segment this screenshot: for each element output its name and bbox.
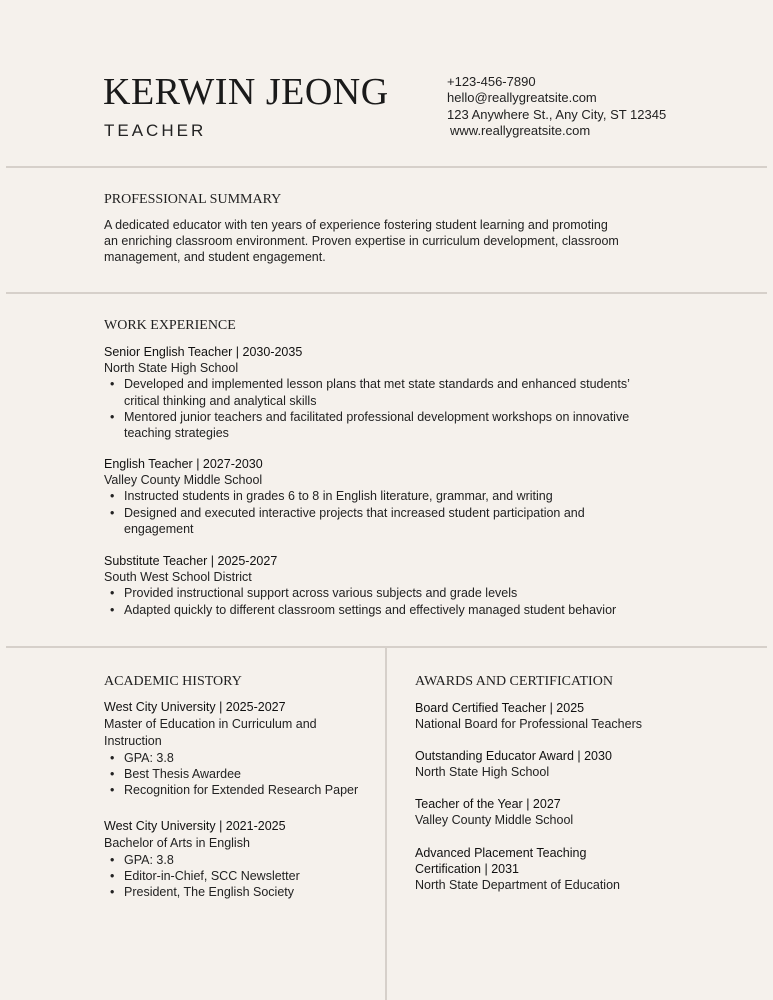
job-entry — [104, 553, 704, 618]
website-text: www.reallygreatsite.com — [450, 122, 591, 138]
experience-title: WORK EXPERIENCE — [104, 318, 236, 333]
academic-entry — [104, 699, 374, 799]
academic-degree: Bachelor of Arts in English — [104, 836, 250, 850]
academic-bullets — [104, 750, 374, 799]
award-title: Outstanding Educator Award | 2030 — [415, 749, 612, 763]
divider-summary — [6, 292, 767, 294]
bullet-line: critical thinking and analytical skills — [124, 393, 317, 408]
bullet-line: • Instructed students in grades 6 to 8 in English literature, grammar, and writing — [124, 489, 553, 504]
summary-text — [104, 217, 704, 266]
summary-title: PROFESSIONAL SUMMARY — [104, 192, 282, 207]
academic-bullet: • Editor-in-Chief, SCC Newsletter — [104, 868, 374, 884]
academic-bullet: • President, The English Society — [104, 884, 374, 900]
job-entry — [104, 344, 704, 441]
job-bullet — [104, 602, 704, 618]
job-bullet — [104, 488, 704, 504]
job-bullet — [104, 376, 704, 408]
academic-bullet: • Recognition for Extended Research Paper — [104, 782, 374, 798]
award-title: Advanced Placement Teaching — [415, 846, 587, 860]
job-bullet — [104, 585, 704, 601]
job-bullets — [104, 585, 704, 617]
bullet-line: teaching strategies — [124, 426, 229, 441]
email-text: hello@reallygreatsite.com — [447, 90, 597, 106]
summary-line: an enriching classroom environment. Proven expertise in curriculum development, classroom — [104, 234, 619, 249]
phone-text: +123-456-7890 — [447, 74, 536, 89]
academic-title: ACADEMIC HISTORY — [104, 674, 242, 689]
job-title: Substitute Teacher | 2025-2027 — [104, 554, 278, 568]
award-entry — [415, 845, 735, 894]
award-title: Teacher of the Year | 2027 — [415, 797, 561, 811]
job-org: South West School District — [104, 570, 252, 585]
job-title: Senior English Teacher | 2030-2035 — [104, 345, 303, 359]
academic-degree: Instruction — [104, 734, 162, 748]
summary-line: management, and student engagement. — [104, 250, 326, 265]
summary-line: A dedicated educator with ten years of experience fostering student learning and promoting — [104, 218, 608, 232]
job-bullets — [104, 376, 704, 441]
candidate-name: KERWIN JEONG — [103, 71, 389, 113]
award-title: Certification | 2031 — [415, 862, 519, 877]
award-title: Board Certified Teacher | 2025 — [415, 701, 585, 715]
bullet-line: • Designed and executed interactive projects that increased student participation and — [124, 505, 585, 520]
contact-block — [447, 74, 666, 139]
academic-bullet: • Best Thesis Awardee — [104, 766, 374, 782]
job-bullet — [104, 505, 704, 537]
bullet-line: • Adapted quickly to different classroom settings and effectively managed student behavior — [124, 602, 617, 617]
bullet-line: engagement — [124, 521, 194, 536]
award-entry — [415, 748, 735, 780]
awards-title: AWARDS AND CERTIFICATION — [415, 674, 613, 689]
address-text: 123 Anywhere St., Any City, ST 12345 — [447, 106, 667, 122]
award-org: National Board for Professional Teachers — [415, 717, 642, 732]
academic-bullets — [104, 852, 374, 901]
academic-school: West City University | 2025-2027 — [104, 700, 286, 714]
job-entry — [104, 456, 704, 537]
candidate-role: TEACHER — [104, 121, 207, 140]
academic-bullet: • GPA: 3.8 — [104, 750, 374, 766]
academic-entry — [104, 818, 374, 901]
job-bullet — [104, 409, 704, 441]
job-bullets — [104, 488, 704, 537]
award-entry — [415, 700, 735, 732]
award-org: North State High School — [415, 765, 550, 780]
job-title: English Teacher | 2027-2030 — [104, 457, 263, 471]
job-org: Valley County Middle School — [104, 473, 263, 488]
column-divider — [385, 647, 387, 1000]
bullet-line: • Provided instructional support across various subjects and grade levels — [124, 586, 518, 601]
bullet-line: • Mentored junior teachers and facilitated professional development workshops on innovative — [124, 409, 630, 424]
award-org: North State Department of Education — [415, 878, 620, 893]
divider-header — [6, 166, 767, 168]
award-entry — [415, 796, 735, 828]
academic-bullet: • GPA: 3.8 — [104, 852, 374, 868]
academic-degree: Master of Education in Curriculum and — [104, 717, 317, 731]
award-org: Valley County Middle School — [415, 813, 574, 828]
bullet-line: • Developed and implemented lesson plans that met state standards and enhanced students’ — [124, 377, 630, 392]
academic-school: West City University | 2021-2025 — [104, 819, 286, 833]
job-org: North State High School — [104, 361, 239, 376]
